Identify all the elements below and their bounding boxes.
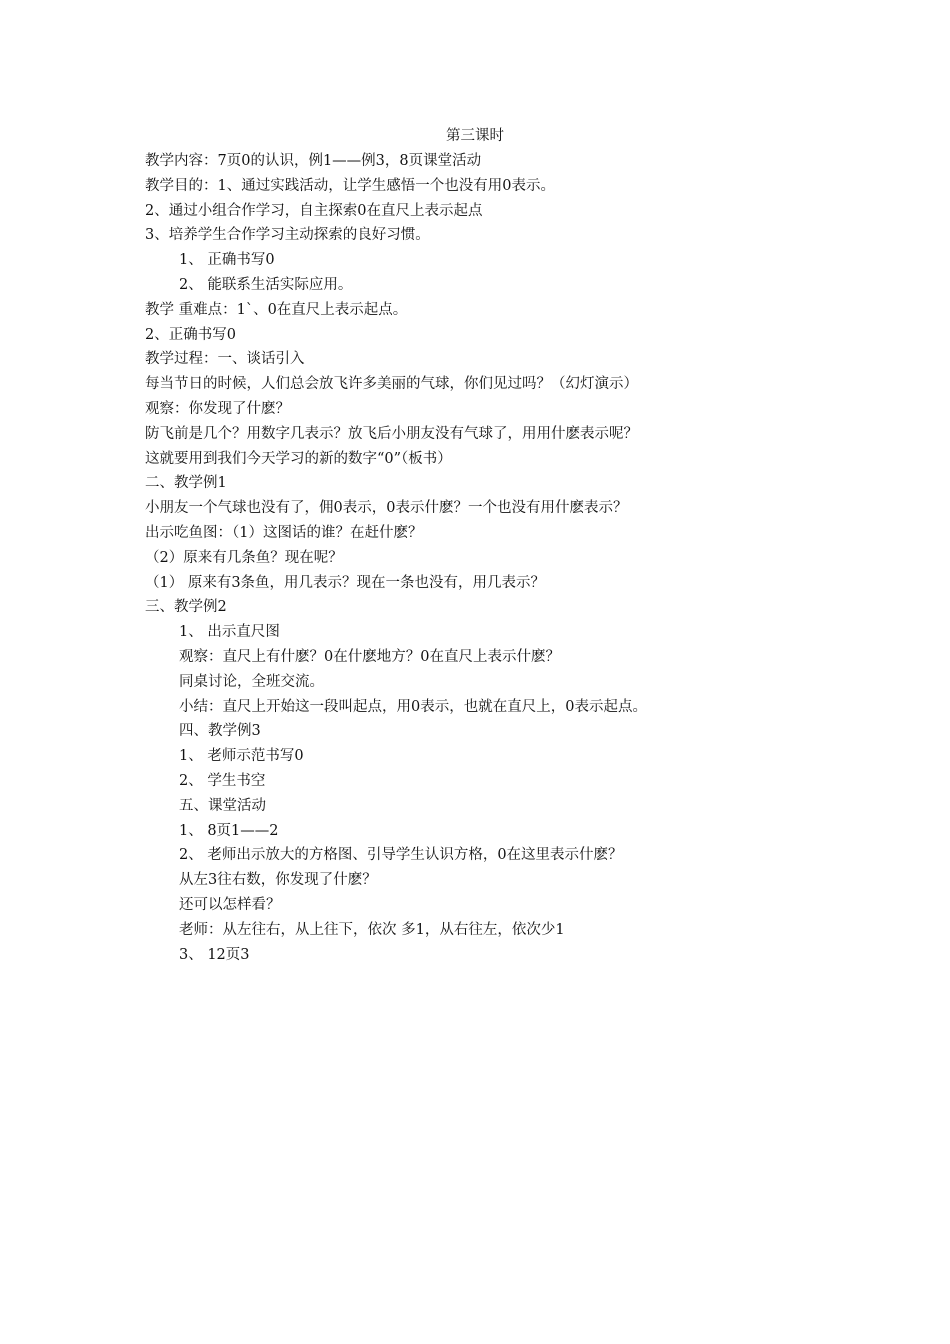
text-line: 教学 重难点：1`、0在直尺上表示起点。 bbox=[145, 301, 408, 318]
text-line: 这就要用到我们今天学习的新的数字“0”（板书） bbox=[145, 450, 452, 467]
text-line: 五、课堂活动 bbox=[179, 797, 266, 814]
text-line: 3、培养学生合作学习主动探索的良好习惯。 bbox=[145, 227, 430, 244]
text-line: 每当节日的时候，人们总会放飞许多美丽的气球，你们见过吗？（幻灯演示） bbox=[145, 376, 638, 393]
text-line: 2、 能联系生活实际应用。 bbox=[179, 276, 353, 293]
text-line: 2、正确书写0 bbox=[145, 326, 236, 343]
text-line: 观察：直尺上有什麽？0在什麽地方？0在直尺上表示什麽？ bbox=[179, 648, 560, 665]
text-line: 1、 老师示范书写0 bbox=[179, 748, 304, 765]
text-line: 1、 出示直尺图 bbox=[179, 624, 280, 641]
text-line: 还可以怎样看？ bbox=[179, 896, 281, 913]
text-line: 教学过程：一、谈话引入 bbox=[145, 351, 305, 368]
document-body bbox=[145, 149, 845, 967]
text-line: 四、教学例3 bbox=[179, 723, 261, 740]
text-line: 2、通过小组合作学习，自主探索0在直尺上表示起点 bbox=[145, 202, 483, 219]
text-line: （1） 原来有3条鱼，用几表示？现在一条也没有，用几表示？ bbox=[145, 574, 546, 591]
text-line: 2、 老师出示放大的方格图、引导学生认识方格，0在这里表示什麽？ bbox=[179, 847, 623, 864]
text-line: 从左3往右数，你发现了什麽？ bbox=[179, 872, 377, 889]
text-line: 1、 8页1——2 bbox=[179, 822, 279, 839]
document-title: 第三课时 bbox=[446, 128, 504, 144]
text-line: 教学内容：7页0的认识，例1——例3，8页课堂活动 bbox=[145, 153, 482, 169]
text-line: 小朋友一个气球也没有了，佣0表示，0表示什麽？一个也没有用什麽表示？ bbox=[145, 500, 628, 517]
text-line: 教学目的：1、通过实践活动，让学生感悟一个也没有用0表示。 bbox=[145, 177, 555, 194]
text-line: 二、教学例1 bbox=[145, 475, 227, 492]
text-line: （2）原来有几条鱼？现在呢？ bbox=[145, 549, 343, 566]
text-line: 3、 12页3 bbox=[179, 946, 250, 963]
text-line: 同桌讨论，全班交流。 bbox=[179, 673, 324, 690]
text-line: 2、 学生书空 bbox=[179, 772, 266, 789]
text-line: 三、教学例2 bbox=[145, 599, 227, 616]
text-line: 小结：直尺上开始这一段叫起点，用0表示，也就在直尺上，0表示起点。 bbox=[179, 698, 647, 715]
text-line: 防飞前是几个？用数字几表示？放飞后小朋友没有气球了，用用什麽表示呢？ bbox=[145, 425, 638, 442]
text-line: 老师：从左往右，从上往下，依次 多1，从右往左，依次少1 bbox=[179, 921, 565, 938]
text-line: 出示吃鱼图：（1）这图话的谁？在赶什麽？ bbox=[145, 524, 423, 541]
text-line: 观察：你发现了什麽？ bbox=[145, 400, 290, 417]
text-line: 1、 正确书写0 bbox=[179, 252, 275, 269]
